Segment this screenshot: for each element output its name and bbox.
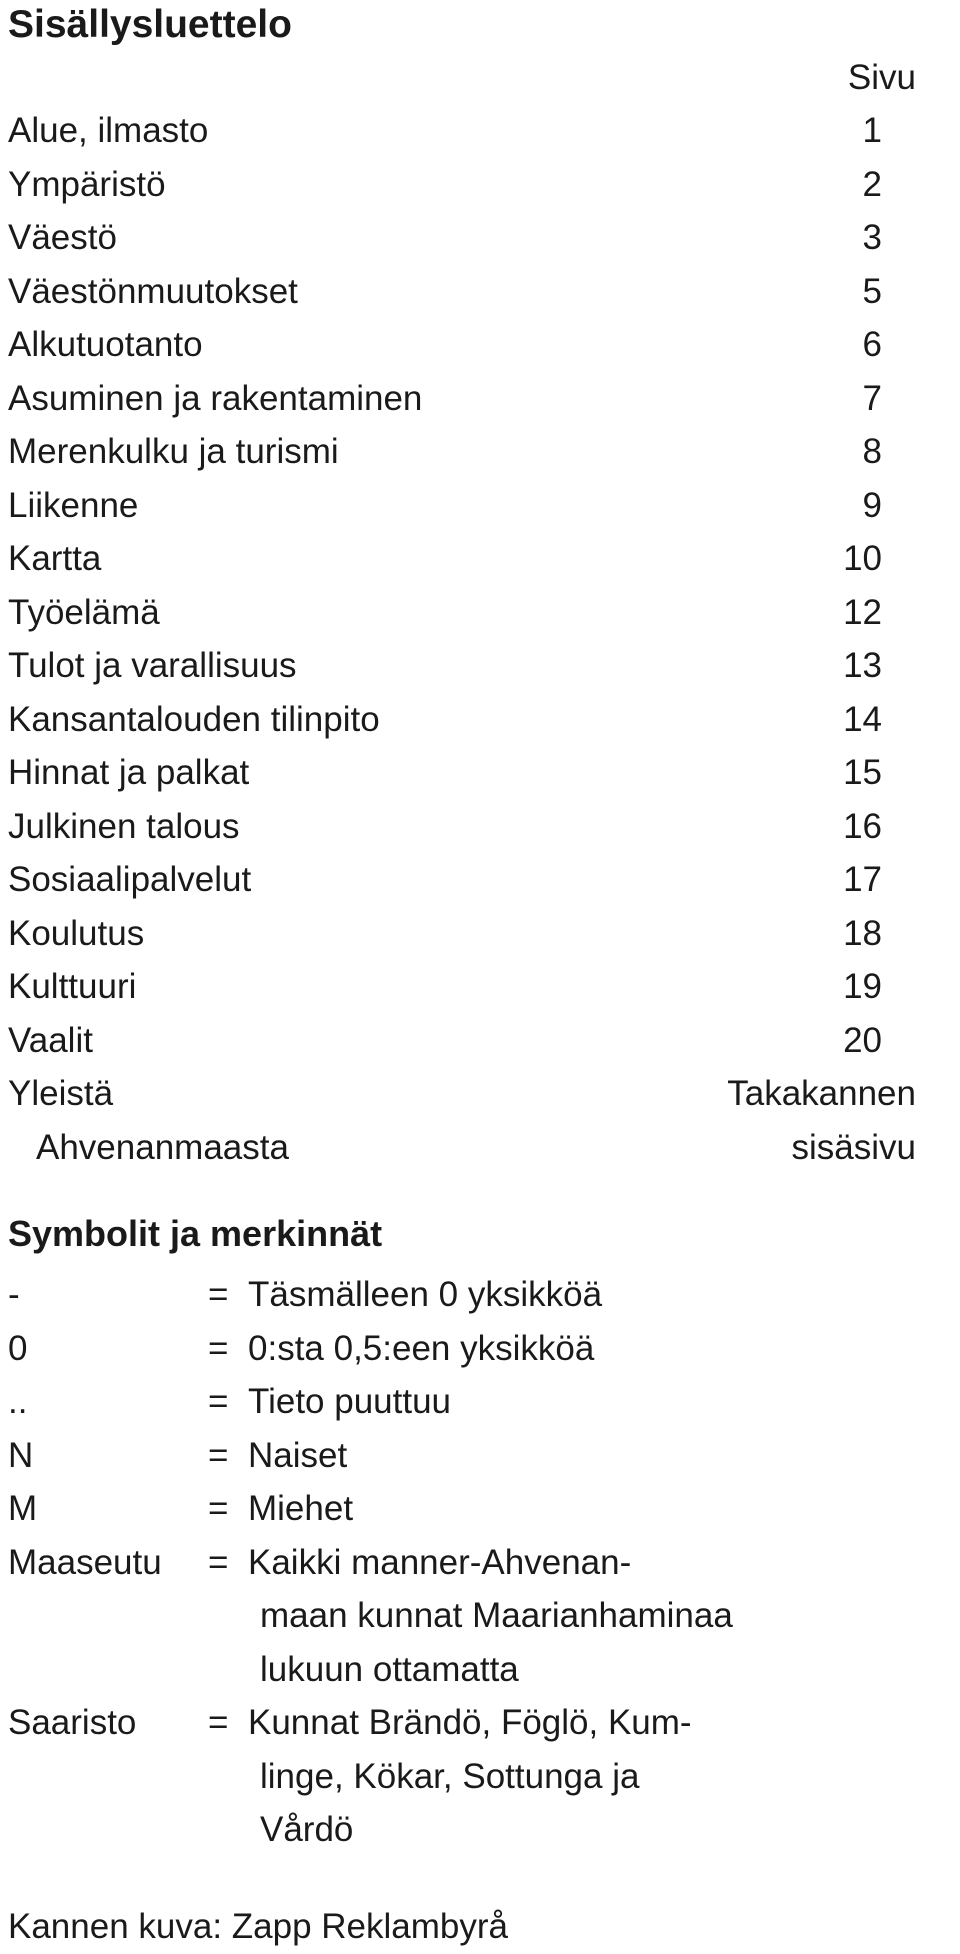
- toc-last-title-line1: Yleistä: [8, 1074, 114, 1113]
- equals-sign: =: [208, 1703, 229, 1742]
- symbol-desc: Kunnat Brändö, Föglö, Kum-: [248, 1703, 692, 1742]
- toc-entry: Alkutuotanto 6: [8, 325, 882, 364]
- symbols-heading: Symbolit ja merkinnät: [8, 1213, 383, 1254]
- toc-last-title-line2: Ahvenanmaasta: [36, 1128, 289, 1167]
- toc-entry: Hinnat ja palkat 15: [8, 753, 882, 792]
- toc-entry: Tulot ja varallisuus 13: [8, 646, 882, 685]
- toc-entry: Alue, ilmasto 1: [8, 111, 882, 150]
- toc-entry: Kartta 10: [8, 539, 882, 578]
- toc-entry: Ympäristö 2: [8, 164, 882, 204]
- symbol-item: [0, 1696, 960, 1857]
- toc-entry: Julkinen talous 16: [8, 806, 882, 846]
- toc-entry: Kulttuuri 19: [8, 967, 882, 1006]
- symbol-desc: 0:sta 0,5:een yksikköä: [248, 1328, 595, 1368]
- symbol-key: Maaseutu: [8, 1542, 162, 1582]
- symbol-item: [0, 1482, 960, 1536]
- equals-sign: =: [208, 1435, 229, 1475]
- symbol-key: Saaristo: [8, 1703, 137, 1742]
- symbol-desc-cont: lukuun ottamatta: [260, 1649, 519, 1689]
- symbol-key: -: [8, 1275, 20, 1314]
- symbol-desc: Miehet: [248, 1489, 354, 1528]
- equals-sign: =: [208, 1275, 229, 1314]
- toc-entry: Merenkulku ja turismi 8: [8, 432, 882, 471]
- equals-sign: =: [208, 1382, 229, 1421]
- toc-entry: Väestönmuutokset 5: [8, 271, 882, 311]
- symbol-item: [0, 1322, 960, 1376]
- toc-entry: Koulutus 18: [8, 913, 882, 953]
- symbol-desc-cont: linge, Kökar, Sottunga ja: [260, 1756, 640, 1796]
- toc-last-page-line1: Takakannen: [727, 1074, 916, 1113]
- equals-sign: =: [208, 1542, 229, 1582]
- toc-heading: Sisällysluettelo: [8, 3, 292, 46]
- equals-sign: =: [208, 1489, 229, 1528]
- symbol-key: N: [8, 1435, 34, 1475]
- toc-entry: Sosiaalipalvelut 17: [8, 860, 882, 899]
- symbol-desc: Tieto puuttuu: [248, 1382, 452, 1421]
- symbol-desc: Täsmälleen 0 yksikköä: [248, 1275, 603, 1314]
- symbol-item: [0, 1375, 960, 1429]
- page-column-header: Sivu: [847, 58, 916, 97]
- symbol-desc-cont: Vårdö: [260, 1810, 354, 1849]
- toc-entry: Kansantalouden tilinpito 14: [8, 699, 882, 739]
- toc-entry: Väestö 3: [8, 218, 882, 257]
- table-of-contents: [0, 104, 960, 1175]
- symbol-key: 0: [8, 1328, 28, 1368]
- equals-sign: =: [208, 1328, 229, 1368]
- symbol-key: ..: [8, 1382, 28, 1421]
- toc-entry: Työelämä 12: [8, 592, 882, 632]
- symbol-desc: Naiset: [248, 1435, 348, 1475]
- toc-entry: Asuminen ja rakentaminen 7: [8, 378, 882, 418]
- toc-entry: Liikenne 9: [8, 485, 882, 525]
- toc-entry-last: [0, 1067, 960, 1175]
- toc-entry: Vaalit 20: [8, 1020, 882, 1060]
- symbol-item: [0, 1429, 960, 1483]
- symbol-key: M: [8, 1489, 38, 1528]
- symbol-item: [0, 1536, 960, 1697]
- cover-credit: Kannen kuva: Zapp Reklambyrå: [8, 1907, 508, 1946]
- symbol-item: [0, 1268, 960, 1322]
- symbol-desc: Kaikki manner-Ahvenan-: [248, 1542, 632, 1582]
- toc-last-page-line2: sisäsivu: [791, 1128, 916, 1167]
- symbols-list: [0, 1268, 960, 1857]
- symbol-desc-cont: maan kunnat Maarianhaminaa: [260, 1596, 733, 1635]
